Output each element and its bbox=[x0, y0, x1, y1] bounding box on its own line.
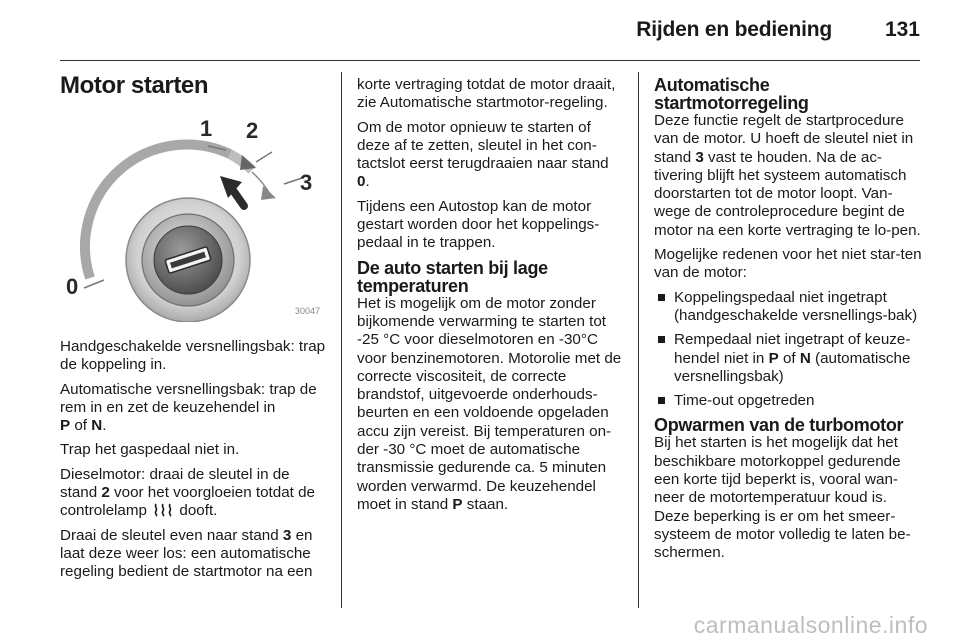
section-heading-lage-temperaturen: De auto starten bij lage temperaturen bbox=[357, 257, 548, 296]
paragraph: Mogelijke redenen voor het niet star-ten van de motor: bbox=[654, 246, 922, 282]
square-bullet-icon bbox=[658, 336, 665, 343]
paragraph: Trap het gaspedaal niet in. bbox=[60, 441, 240, 459]
column-divider bbox=[341, 72, 342, 608]
glow-plug-icon bbox=[153, 503, 173, 517]
square-bullet-icon bbox=[658, 294, 665, 301]
figure-code: 30047 bbox=[294, 305, 320, 316]
section-heading-motor-starten: Motor starten bbox=[60, 72, 209, 99]
paragraph: Bij het starten is het mogelijk dat het beschikbare motorkoppel gedurende een korte tijd beperkt is, vooral wan-neer de motortemperatuur koud is. Deze beperking is er om het smeer-systeem de motor volledig te laten be-schermen. bbox=[654, 434, 911, 562]
list-item: Rempedaal niet ingetrapt of keuze-hendel niet in P of N (automatische versnellingsbak) bbox=[654, 331, 922, 386]
position-label-0: 0 bbox=[66, 274, 79, 299]
paragraph: Draai de sleutel even naar stand 3 en laat deze weer los: een automatische regeling bedient de startmotor na een bbox=[60, 526, 313, 581]
arc-arrow-1 bbox=[240, 155, 256, 170]
list-item: Time-out opgetreden bbox=[654, 392, 922, 410]
square-bullet-icon bbox=[658, 397, 665, 404]
column-1 bbox=[60, 72, 328, 588]
ignition-switch-illustration bbox=[60, 110, 322, 322]
paragraph: Handgeschakelde versnellingsbak: trap de koppeling in. bbox=[60, 338, 326, 374]
reasons-list bbox=[654, 289, 922, 411]
column-divider bbox=[638, 72, 639, 608]
position-label-2: 2 bbox=[246, 118, 259, 143]
paragraph: Dieselmotor: draai de sleutel in de stand 2 voor het voorgloeien totdat de controlelamp dooft. bbox=[60, 465, 316, 520]
paragraph: Om de motor opnieuw te starten of deze af te zetten, sleutel in het con-tactslot eerst terugdraaien naar stand 0. bbox=[357, 118, 609, 191]
column-3 bbox=[654, 76, 922, 569]
paragraph: korte vertraging totdat de motor draait, zie Automatische startmotor-regeling. bbox=[357, 76, 616, 112]
paragraph: Automatische versnellingsbak: trap de rem in en zet de keuzehendel in P of N. bbox=[60, 380, 317, 435]
arc-arrow-2 bbox=[261, 186, 276, 200]
section-heading-turbomotor: Opwarmen van de turbomotor bbox=[654, 415, 904, 436]
page-header-title: Rijden en bediening bbox=[636, 18, 832, 41]
paragraph: Het is mogelijk om de motor zonder bijkomende verwarming te starten tot -25 °C voor dieselmotoren en -30°C voor benzinemotoren. Motorolie met de correcte viscositeit, de correcte brandstof, uitgevoerde onderhouds-beurten en een voldoende opgeladen accu zijn vereist. Bij temperaturen on-der -30 °C moet de automatische transmissie gedurende ca. 5 minuten worden verwarmd. De keuzehendel moet in stand P staan. bbox=[357, 294, 622, 513]
section-heading-startmotorregeling: Automatische startmotorregeling bbox=[654, 75, 809, 113]
column-2 bbox=[357, 76, 625, 520]
paragraph: Tijdens een Autostop kan de motor gestart worden door het koppelings-pedaal in te trappen. bbox=[357, 197, 600, 252]
position-label-1: 1 bbox=[200, 116, 213, 141]
list-item: Koppelingspedaal niet ingetrapt (handgeschakelde versnellings-bak) bbox=[654, 289, 922, 326]
paragraph: Deze functie regelt de startprocedure van de motor. U hoeft de sleutel niet in stand 3 vast te houden. Na de ac-tivering blijft het systeem automatisch doorstarten tot de motor loopt. Van-wege de controleprocedure begint de motor na een korte vertraging te lo-pen. bbox=[654, 112, 921, 239]
header-rule bbox=[60, 60, 920, 61]
position-label-3: 3 bbox=[300, 170, 313, 195]
page-number: 131 bbox=[884, 18, 920, 41]
ignition-switch-figure bbox=[60, 110, 322, 322]
watermark: carmanualsonline.info bbox=[693, 612, 928, 638]
